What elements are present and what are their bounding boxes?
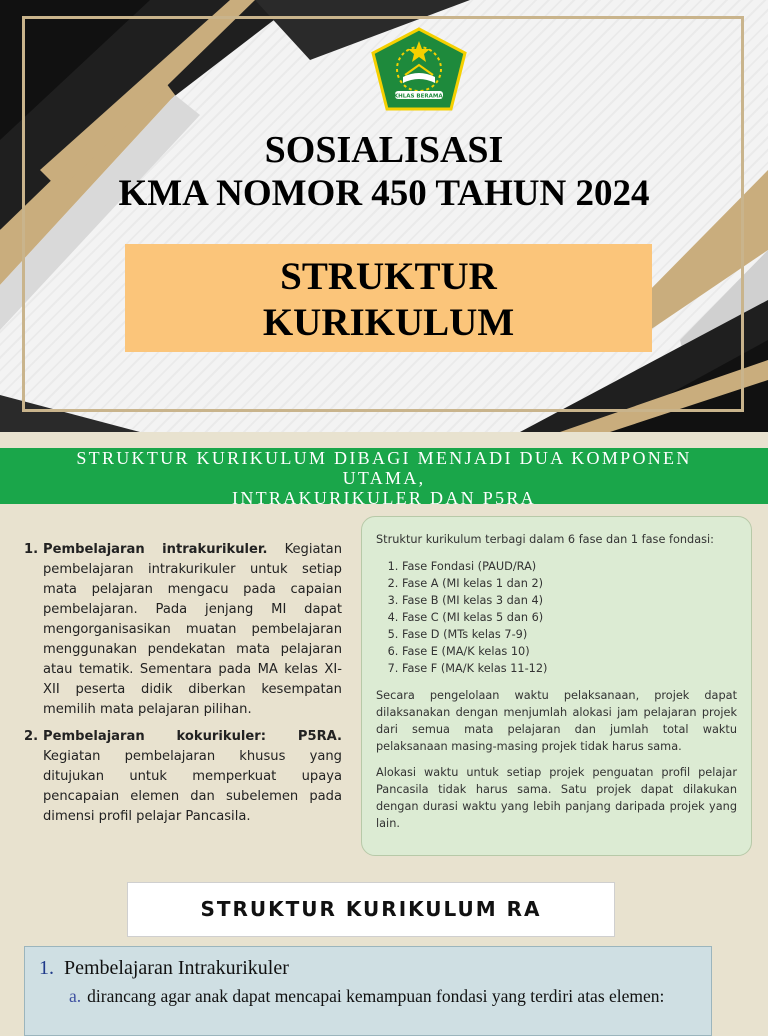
list-item bbox=[24, 540, 342, 720]
title-kma: KMA NOMOR 450 TAHUN 2024 bbox=[118, 173, 650, 214]
item-heading: Pembelajaran intrakurikuler. bbox=[43, 542, 268, 557]
ra-slide bbox=[0, 872, 768, 1024]
kemenag-logo bbox=[371, 27, 467, 111]
phase-info-box bbox=[361, 516, 752, 856]
list-item bbox=[24, 727, 342, 827]
ra-subitem-letter: a. bbox=[69, 986, 82, 1006]
item-text: Kegiatan pembelajaran khusus yang ditujukan untuk memperkuat upaya pencapaian elemen dan subelemen pada dimensi profil pelajar Pancasila. bbox=[43, 749, 342, 824]
phase-item: 1. Fase Fondasi (PAUD/RA) bbox=[402, 558, 737, 575]
subtitle-line2: KURIKULUM bbox=[262, 301, 515, 344]
ra-subitem-text: dirancang agar anak dapat mencapai kemampuan fondasi yang terdiri atas elemen: bbox=[87, 986, 665, 1006]
subtitle-box bbox=[125, 244, 652, 352]
subtitle-line1: STRUKTUR bbox=[280, 255, 497, 298]
logo-motto: IKHLAS BERAMAL bbox=[391, 93, 447, 100]
ra-title: STRUKTUR KURIKULUM RA bbox=[127, 882, 615, 937]
banner-line3: INTRAKURIKULER DAN P5RA bbox=[232, 488, 536, 504]
item-number: 2. bbox=[24, 729, 39, 744]
ra-item-number: 1. bbox=[39, 957, 54, 979]
phase-intro: Struktur kurikulum terbagi dalam 6 fase dan 1 fase fondasi: bbox=[376, 533, 714, 546]
banner-line2: UTAMA, bbox=[342, 468, 426, 488]
item-heading: Pembelajaran kokurikuler: P5RA. bbox=[43, 729, 342, 744]
structure-slide bbox=[0, 432, 768, 872]
component-list bbox=[24, 540, 342, 834]
ra-item-text: Pembelajaran Intrakurikuler bbox=[64, 957, 289, 979]
ra-content-box bbox=[24, 946, 712, 1036]
green-banner bbox=[0, 448, 768, 504]
phase-item: 5. Fase D (MTs kelas 7-9) bbox=[402, 626, 737, 643]
allocation-paragraph: Alokasi waktu untuk setiap projek penguatan profil pelajar Pancasila tidak harus sama. Satu projek dapat dilakukan dengan durasi waktu yang lebih panjang daripada projek yang lain. bbox=[376, 766, 737, 830]
title-sosialisasi: SOSIALISASI bbox=[264, 129, 504, 171]
phase-list bbox=[376, 558, 737, 677]
phase-item: 6. Fase E (MA/K kelas 10) bbox=[402, 643, 737, 660]
ra-subitem bbox=[69, 985, 699, 1007]
item-number: 1. bbox=[24, 542, 39, 557]
ra-item bbox=[39, 957, 289, 980]
banner-line1: STRUKTUR KURIKULUM DIBAGI MENJADI DUA KOMPONEN bbox=[76, 448, 692, 468]
item-text: Kegiatan pembelajaran intrakurikuler untuk setiap mata pelajaran mengacu pada capaian pembelajaran. Pada jenjang MI dapat mengorganisasikan muatan pembelajaran menggunakan pendekatan mata pelajaran atau tematik. Sementara pada MA kelas XI-XII peserta didik diberkan kesempatan memilih mata pelajaran pilihan. bbox=[43, 542, 342, 717]
phase-item: 3. Fase B (MI kelas 3 dan 4) bbox=[402, 592, 737, 609]
cover-slide bbox=[0, 0, 768, 432]
phase-item: 7. Fase F (MA/K kelas 11-12) bbox=[402, 660, 737, 677]
phase-item: 4. Fase C (MI kelas 5 dan 6) bbox=[402, 609, 737, 626]
time-paragraph: Secara pengelolaan waktu pelaksanaan, projek dapat dilaksanakan dengan menjumlah alokasi jam pelajaran projek dari semua mata pelajaran dan jumlah total waktu pelaksanaan masing-masing projek tidak harus sama. bbox=[376, 689, 737, 753]
phase-item: 2. Fase A (MI kelas 1 dan 2) bbox=[402, 575, 737, 592]
